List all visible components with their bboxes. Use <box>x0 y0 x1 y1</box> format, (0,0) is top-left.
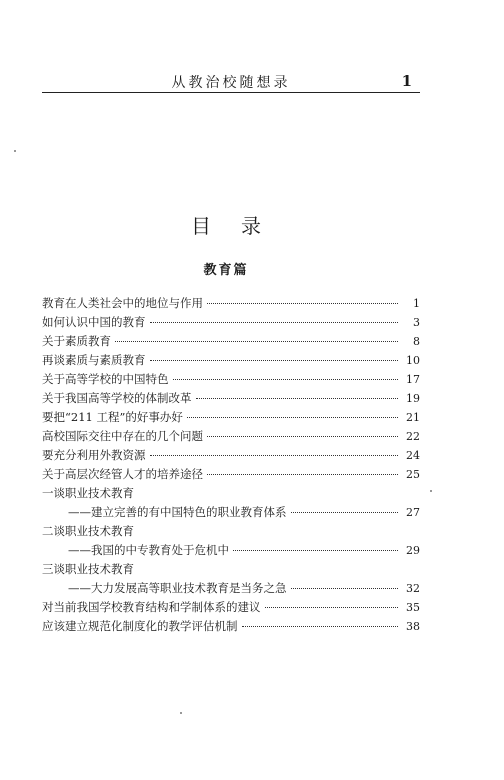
toc-entry-title: ——我国的中专教育处于危机中 <box>68 543 229 557</box>
dot-leader <box>265 607 399 608</box>
toc-entry-title: 关于素质教育 <box>42 334 111 348</box>
toc-entry-page: 22 <box>406 430 420 443</box>
toc-entry-title: 应该建立规范化制度化的教学评估机制 <box>42 619 238 633</box>
dot-leader <box>291 588 399 589</box>
scan-speck <box>14 150 16 152</box>
toc-title: 目录 <box>191 214 291 238</box>
toc-entry-page: 8 <box>413 335 420 348</box>
toc-entry-title: 再谈素质与素质教育 <box>42 353 146 367</box>
toc-entry-title: 要把“211 工程”的好事办好 <box>42 410 183 424</box>
dot-leader <box>187 417 398 418</box>
toc-entry-title: 要充分利用外教资源 <box>42 448 146 462</box>
toc-entry-title: 对当前我国学校教育结构和学制体系的建议 <box>42 600 261 614</box>
scan-speck <box>180 712 182 714</box>
toc-entry-page: 27 <box>406 506 420 519</box>
toc-entry-page: 21 <box>406 411 420 424</box>
toc-entry-title: 关于我国高等学校的体制改革 <box>42 391 192 405</box>
toc-entry-page: 25 <box>406 468 420 481</box>
running-header <box>42 70 420 93</box>
toc-entry-page: 24 <box>406 449 420 462</box>
dot-leader <box>173 379 399 380</box>
dot-leader <box>150 455 399 456</box>
toc-entry[interactable] <box>42 598 420 617</box>
dot-leader <box>242 626 399 627</box>
toc-entry[interactable] <box>42 332 420 351</box>
toc-entry[interactable] <box>42 446 420 465</box>
toc-entry[interactable] <box>42 313 420 332</box>
dot-leader <box>207 303 398 304</box>
toc-entry[interactable] <box>42 465 420 484</box>
dot-leader <box>233 550 398 551</box>
toc-entry[interactable] <box>42 389 420 408</box>
toc-entry-title: 三谈职业技术教育 <box>42 562 134 576</box>
scan-speck <box>430 490 432 492</box>
page-number: 1 <box>401 72 412 90</box>
toc-entry-page: 3 <box>413 316 420 329</box>
toc-entry[interactable] <box>42 294 420 313</box>
toc-list <box>42 294 420 636</box>
toc-entry-title: 高校国际交往中存在的几个问题 <box>42 429 203 443</box>
toc-entry-title: ——建立完善的有中国特色的职业教育体系 <box>68 505 287 519</box>
toc-entry-subtitle[interactable] <box>42 579 420 598</box>
toc-entry-page: 32 <box>406 582 420 595</box>
toc-entry-page: 35 <box>406 601 420 614</box>
toc-entry-page: 17 <box>406 373 420 386</box>
dot-leader <box>196 398 399 399</box>
toc-entry-heading <box>42 522 420 541</box>
toc-entry-title: 如何认识中国的教育 <box>42 315 146 329</box>
toc-entry[interactable] <box>42 617 420 636</box>
toc-entry[interactable] <box>42 351 420 370</box>
dot-leader <box>150 360 399 361</box>
running-title: 从教治校随想录 <box>171 75 291 91</box>
toc-entry-heading <box>42 484 420 503</box>
toc-entry-title: 关于高层次经管人才的培养途径 <box>42 467 203 481</box>
dot-leader <box>207 436 398 437</box>
toc-entry[interactable] <box>42 370 420 389</box>
toc-entry-heading <box>42 560 420 579</box>
toc-entry-page: 29 <box>406 544 420 557</box>
toc-entry-title: 关于高等学校的中国特色 <box>42 372 169 386</box>
toc-entry-page: 1 <box>413 297 420 310</box>
toc-entry-title: ——大力发展高等职业技术教育是当务之急 <box>68 581 287 595</box>
toc-entry-title: 教育在人类社会中的地位与作用 <box>42 296 203 310</box>
section-title: 教育篇 <box>203 263 249 278</box>
dot-leader <box>115 341 398 342</box>
toc-entry-title: 一谈职业技术教育 <box>42 486 134 500</box>
dot-leader <box>207 474 398 475</box>
toc-entry-page: 38 <box>406 620 420 633</box>
dot-leader <box>150 322 399 323</box>
toc-entry-subtitle[interactable] <box>42 541 420 560</box>
dot-leader <box>291 512 399 513</box>
toc-entry[interactable] <box>42 427 420 446</box>
toc-entry[interactable] <box>42 408 420 427</box>
toc-entry-title: 二谈职业技术教育 <box>42 524 134 538</box>
toc-entry-page: 19 <box>406 392 420 405</box>
toc-entry-subtitle[interactable] <box>42 503 420 522</box>
toc-entry-page: 10 <box>406 354 420 367</box>
